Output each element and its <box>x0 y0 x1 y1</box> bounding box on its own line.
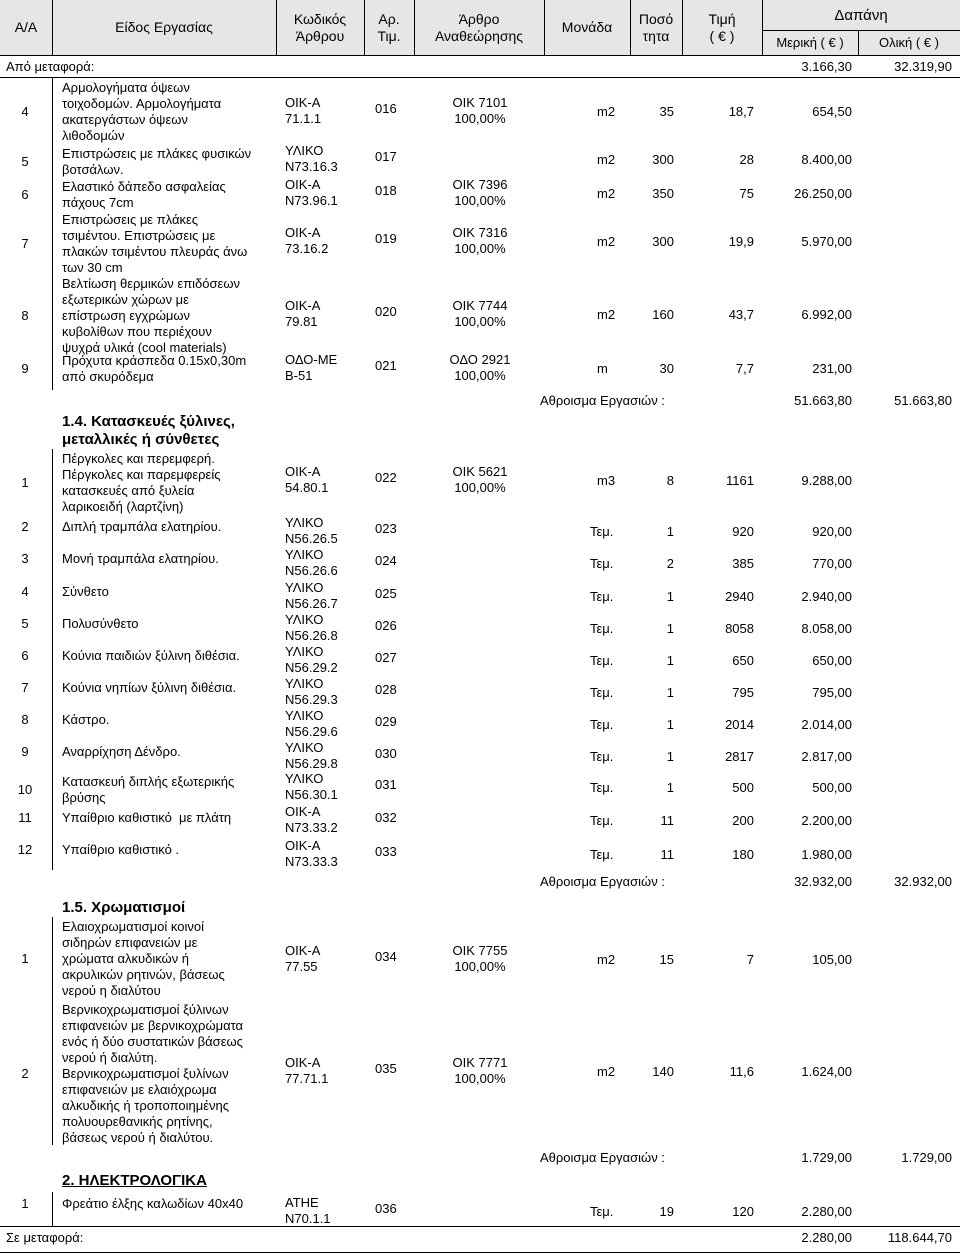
item-partial-amount: 920,00 <box>812 524 852 539</box>
item-description-line: Ελαστικό δάπεδο ασφαλείας <box>62 179 226 194</box>
item-code-line: ΟΙΚ-Α <box>285 804 321 819</box>
header-aa <box>0 0 52 55</box>
item-quantity: 11 <box>660 847 674 862</box>
item-number: 1 <box>21 951 29 966</box>
sum1-total: 51.663,80 <box>894 393 952 408</box>
item-revision-line: 100,00% <box>454 480 506 495</box>
bottom-rule <box>0 1252 960 1253</box>
item-code-line: ΥΛΙΚΟ <box>285 612 324 627</box>
item-unit-price: 2817 <box>725 749 754 764</box>
item-unit: Τεμ. <box>590 780 614 795</box>
header-partial-label: Μερική ( € ) <box>776 35 844 50</box>
item-unit-price: 920 <box>732 524 754 539</box>
item-description-line: λαρικοειδή (λαρτζίνη) <box>62 499 184 514</box>
item-code-line: Β-51 <box>285 368 313 383</box>
item-partial-amount: 654,50 <box>812 104 852 119</box>
sum3-total: 1.729,00 <box>901 1150 952 1165</box>
header-revision-line2: Αναθεώρησης <box>434 27 524 44</box>
item-code-line: ΥΛΙΚΟ <box>285 515 324 530</box>
item-code-line: Ν56.26.6 <box>285 563 338 578</box>
item-unit-price: 385 <box>732 556 754 571</box>
item-number: 8 <box>21 308 29 323</box>
item-description-line: πλακών τσιμέντου πλευράς άνω <box>62 244 248 259</box>
item-description-line: των 30 cm <box>62 260 123 275</box>
item-quantity: 140 <box>652 1064 674 1079</box>
item-revision-line: 100,00% <box>454 1071 506 1086</box>
header-code <box>276 0 364 55</box>
header-unit-label: Μονάδα <box>561 19 613 35</box>
item-number: 6 <box>21 187 29 202</box>
item-unit: m2 <box>597 1064 616 1079</box>
item-description-line: Κούνια παιδιών ξύλινη διθέσια. <box>62 648 240 663</box>
header-ar <box>364 0 414 55</box>
header-divider <box>762 30 960 31</box>
item-description-line: βοτσάλων. <box>62 162 124 177</box>
item-unit: m2 <box>597 152 616 167</box>
item-price-ref: 019 <box>375 231 397 246</box>
sum2-total: 32.932,00 <box>894 874 952 889</box>
item-partial-amount: 9.288,00 <box>801 473 852 488</box>
item-price-ref: 029 <box>375 714 397 729</box>
item-unit: Τεμ. <box>590 524 614 539</box>
item-unit: m <box>597 361 608 376</box>
header-code-line2: Άρθρου <box>295 27 345 44</box>
item-description-line: Υπαίθριο καθιστικό . <box>62 842 180 857</box>
item-quantity: 1 <box>666 524 674 539</box>
header-expense-label: Δαπάνη <box>834 6 888 24</box>
item-description-line: χρώματα αλκυδικών ή <box>62 951 190 966</box>
item-code-line: ΥΛΙΚΟ <box>285 143 324 158</box>
item-unit-price: 7,7 <box>735 361 754 376</box>
item-code-line: 54.80.1 <box>285 480 329 495</box>
item-unit-price: 180 <box>732 847 754 862</box>
item-number: 7 <box>21 236 29 251</box>
item-quantity: 1 <box>666 780 674 795</box>
section3-title: 1.5. Χρωματισμοί <box>62 899 186 916</box>
item-description-line: λιθοδομών <box>62 128 125 143</box>
item-revision-line: ΟΙΚ 7771 <box>452 1055 508 1070</box>
item-price-ref: 035 <box>375 1061 397 1076</box>
sum2-partial: 32.932,00 <box>794 874 852 889</box>
item-description-line: Πέργκολες και παρεμφερείς <box>62 467 221 482</box>
item-price-ref: 018 <box>375 183 397 198</box>
item-quantity: 1 <box>666 717 674 732</box>
sum1-partial: 51.663,80 <box>794 393 852 408</box>
item-price-ref: 017 <box>375 149 397 164</box>
item-description-line: νερού ή διαλύτη. <box>62 1050 158 1065</box>
carry-forward-total: 32.319,90 <box>894 59 952 74</box>
item-description-line: Επιστρώσεις με πλάκες φυσικών <box>62 146 252 161</box>
item-quantity: 1 <box>666 589 674 604</box>
sum3-partial: 1.729,00 <box>801 1150 852 1165</box>
item-partial-amount: 1.624,00 <box>801 1064 852 1079</box>
item-code-line: ΥΛΙΚΟ <box>285 644 324 659</box>
item-price-ref: 032 <box>375 810 397 825</box>
item-revision-line: ΟΙΚ 7101 <box>452 95 508 110</box>
item-code-line: Ν56.29.3 <box>285 692 338 707</box>
item-number: 5 <box>21 616 29 631</box>
item-price-ref: 021 <box>375 358 397 373</box>
item-number: 10 <box>17 782 33 797</box>
item-description-line: Υπαίθριο καθιστικό με πλάτη <box>62 810 232 825</box>
item-unit-price: 18,7 <box>728 104 754 119</box>
item-quantity: 1 <box>666 621 674 636</box>
item-description-line: τσιμέντου. Επιστρώσεις με <box>62 228 216 243</box>
item-code-line: 73.16.2 <box>285 241 329 256</box>
item-partial-amount: 231,00 <box>812 361 852 376</box>
item-unit: m2 <box>597 952 616 967</box>
item-code-line: ΟΔΟ-ΜΕ <box>285 352 338 367</box>
item-unit-price: 11,6 <box>729 1064 754 1079</box>
item-code-line: 71.1.1 <box>285 111 322 126</box>
item-partial-amount: 1.980,00 <box>801 847 852 862</box>
item-description-line: επιφανειών με βερνικοχρώματα <box>62 1018 244 1033</box>
column-divider <box>52 1192 53 1226</box>
item-description-line: Βερνικοχρωματισμοί ξυλίνων <box>62 1066 229 1081</box>
item-description-line: Σύνθετο <box>62 584 109 599</box>
item-code-line: ΥΛΙΚΟ <box>285 771 324 786</box>
item-price-ref: 027 <box>375 650 397 665</box>
item-code-line: Ν70.1.1 <box>285 1211 331 1226</box>
item-code-line: ΥΛΙΚΟ <box>285 676 324 691</box>
item-unit: Τεμ. <box>590 813 614 828</box>
item-code-line: ΟΙΚ-Α <box>285 1055 321 1070</box>
item-code-line: Ν56.30.1 <box>285 787 338 802</box>
item-unit: m2 <box>597 307 616 322</box>
header-total-label: Ολική ( € ) <box>879 35 939 50</box>
item-number: 11 <box>18 810 32 825</box>
header-divider <box>52 0 53 55</box>
item-number: 8 <box>21 712 29 727</box>
item-quantity: 1 <box>666 653 674 668</box>
item-code-line: ΥΛΙΚΟ <box>285 580 324 595</box>
carry-out-total: 118.644,70 <box>887 1230 952 1245</box>
item-unit: Τεμ. <box>590 1204 614 1219</box>
header-divider <box>276 0 277 55</box>
header-qty-line1: Ποσό <box>638 10 674 27</box>
sum3-label: Αθροισμα Εργασιών : <box>540 1150 665 1165</box>
item-partial-amount: 2.940,00 <box>801 589 852 604</box>
item-quantity: 1 <box>666 749 674 764</box>
item-code-line: Ν56.26.7 <box>285 596 338 611</box>
header-divider <box>630 0 631 55</box>
item-unit-price: 2014 <box>725 717 754 732</box>
section2-title-line1: 1.4. Κατασκευές ξύλινες, <box>62 413 235 430</box>
carry-out-label: Σε μεταφορά: <box>6 1230 84 1245</box>
item-description-line: τοιχοδομών. Αρμολογήματα <box>62 96 222 111</box>
carry-forward-rule <box>0 77 960 78</box>
item-description-line: Βελτίωση θερμικών επιδόσεων <box>62 276 240 291</box>
item-price-ref: 033 <box>375 844 397 859</box>
item-partial-amount: 26.250,00 <box>794 186 852 201</box>
header-ar-line1: Αρ. <box>378 10 400 27</box>
item-price-ref: 016 <box>375 101 397 116</box>
item-revision-line: 100,00% <box>454 314 506 329</box>
item-quantity: 300 <box>652 152 674 167</box>
item-code-line: Ν56.29.2 <box>285 660 338 675</box>
item-revision-line: 100,00% <box>454 959 506 974</box>
item-quantity: 8 <box>666 473 674 488</box>
section4-title: 2. ΗΛΕΚΤΡΟΛΟΓΙΚΑ <box>62 1172 207 1189</box>
item-unit: m2 <box>597 186 616 201</box>
item-partial-amount: 2.014,00 <box>801 717 852 732</box>
header-divider <box>544 0 545 55</box>
item-description-line: νερού η διαλύτου <box>62 983 161 998</box>
item-code-line: ΟΙΚ-Α <box>285 95 321 110</box>
item-quantity: 11 <box>660 813 674 828</box>
item-description-line: από σκυρόδεμα <box>62 369 154 384</box>
item-revision-line: ΟΙΚ 7396 <box>452 177 508 192</box>
column-divider <box>52 78 53 390</box>
header-price-line1: Τιμή <box>708 10 736 27</box>
item-code-line: ΟΙΚ-Α <box>285 464 321 479</box>
item-revision-line: 100,00% <box>454 111 506 126</box>
item-number: 9 <box>21 361 29 376</box>
item-price-ref: 022 <box>375 470 397 485</box>
header-qty <box>630 0 682 55</box>
item-description-line: βάσεως νερού ή διαλύτου. <box>62 1130 214 1145</box>
item-description-line: Βερνικοχρωματισμοί ξύλινων <box>62 1002 229 1017</box>
item-quantity: 15 <box>659 952 674 967</box>
item-price-ref: 036 <box>375 1201 397 1216</box>
item-code-line: ΥΛΙΚΟ <box>285 740 324 755</box>
item-description-line: Πρόχυτα κράσπεδα 0.15x0,30m <box>62 353 247 368</box>
item-description-line: Αναρρίχηση Δένδρο. <box>62 744 181 759</box>
item-number: 5 <box>21 154 29 169</box>
item-price-ref: 030 <box>375 746 397 761</box>
item-revision-line: ΟΙΚ 5621 <box>452 464 508 479</box>
item-description-line: Διπλή τραμπάλα ελατηρίου. <box>62 519 222 534</box>
item-price-ref: 031 <box>375 777 397 792</box>
item-unit-price: 2940 <box>725 589 754 604</box>
item-quantity: 350 <box>652 186 674 201</box>
header-divider <box>762 0 763 55</box>
item-description-line: επίστρωση εγχρώμων <box>62 308 191 323</box>
item-partial-amount: 770,00 <box>812 556 852 571</box>
item-unit-price: 19,9 <box>728 234 754 249</box>
item-price-ref: 028 <box>375 682 397 697</box>
item-partial-amount: 650,00 <box>812 653 852 668</box>
section2-title-line2: μεταλλικές ή σύνθετες <box>62 431 220 448</box>
item-unit: m3 <box>597 473 616 488</box>
item-description-line: εξωτερικών χώρων με <box>62 292 189 307</box>
header-aa-label: Α/Α <box>14 19 38 35</box>
header-price <box>682 0 762 55</box>
item-partial-amount: 5.970,00 <box>801 234 852 249</box>
item-quantity: 35 <box>659 104 674 119</box>
header-ar-line2: Τιμ. <box>377 27 401 44</box>
item-partial-amount: 105,00 <box>812 952 852 967</box>
item-unit: Τεμ. <box>590 717 614 732</box>
item-code-line: Ν56.26.8 <box>285 628 338 643</box>
item-unit-price: 650 <box>732 653 754 668</box>
item-code-line: Ν73.16.3 <box>285 159 338 174</box>
item-unit-price: 1161 <box>726 473 754 488</box>
item-price-ref: 025 <box>375 586 397 601</box>
item-quantity: 19 <box>659 1204 674 1219</box>
item-number: 6 <box>21 648 29 663</box>
item-description-line: ψυχρά υλικά (cool materials) <box>62 340 227 355</box>
item-code-line: ΟΙΚ-Α <box>285 177 321 192</box>
item-code-line: 77.71.1 <box>285 1071 329 1086</box>
item-unit-price: 28 <box>739 152 754 167</box>
item-code-line: ΟΙΚ-Α <box>285 943 321 958</box>
item-code-line: Ν73.33.2 <box>285 820 338 835</box>
item-partial-amount: 2.817,00 <box>801 749 852 764</box>
item-unit-price: 795 <box>732 685 754 700</box>
item-description-line: Αρμολογήματα όψεων <box>62 80 190 95</box>
item-partial-amount: 2.280,00 <box>801 1204 852 1219</box>
item-code-line: ΟΙΚ-Α <box>285 225 321 240</box>
item-code-line: Ν56.29.6 <box>285 724 338 739</box>
item-code-line: ΑΤΗΕ <box>285 1195 319 1210</box>
item-description-line: ακρυλικών ρητινών, βάσεως <box>62 967 225 982</box>
item-description-line: κατασκευές από ξυλεία <box>62 483 195 498</box>
header-work-type-label: Είδος Εργασίας <box>115 19 213 35</box>
item-description-line: πάχους 7cm <box>62 195 134 210</box>
item-unit-price: 43,7 <box>728 307 754 322</box>
item-partial-amount: 795,00 <box>812 685 852 700</box>
item-number: 2 <box>21 1066 29 1081</box>
item-revision-line: ΟΙΚ 7316 <box>452 225 508 240</box>
item-description-line: σιδηρών επιφανειών με <box>62 935 198 950</box>
sum1-label: Αθροισμα Εργασιών : <box>540 393 665 408</box>
item-quantity: 1 <box>666 685 674 700</box>
header-price-line2: ( € ) <box>709 27 735 44</box>
item-unit: Τεμ. <box>590 589 614 604</box>
item-description-line: επιφανειών με ελαιόχρωμα <box>62 1082 217 1097</box>
column-divider <box>52 449 53 870</box>
item-unit: m2 <box>597 234 616 249</box>
column-divider <box>52 917 53 1145</box>
item-description-line: Επιστρώσεις με πλάκες <box>62 212 199 227</box>
item-description-line: Πέργκολες και περεμφερή. <box>62 451 215 466</box>
item-quantity: 2 <box>666 556 674 571</box>
carry-forward-partial: 3.166,30 <box>801 59 852 74</box>
carry-out-rule <box>0 1226 960 1227</box>
item-description-line: Ελαιοχρωματισμοί κοινοί <box>62 919 204 934</box>
header-work-type <box>52 0 276 55</box>
item-code-line: ΥΛΙΚΟ <box>285 547 324 562</box>
item-description-line: βρύσης <box>62 790 106 805</box>
item-code-line: 79.81 <box>285 314 318 329</box>
item-code-line: 77.55 <box>285 959 318 974</box>
header-revision <box>414 0 544 55</box>
header-qty-line2: τητα <box>642 27 670 44</box>
item-number: 4 <box>21 104 29 119</box>
item-description-line: κυβολίθων που περιέχουν <box>62 324 212 339</box>
item-price-ref: 026 <box>375 618 397 633</box>
item-partial-amount: 6.992,00 <box>801 307 852 322</box>
carry-out-partial: 2.280,00 <box>801 1230 852 1245</box>
item-revision-line: ΟΔΟ 2921 <box>449 352 511 367</box>
item-unit: m2 <box>597 104 616 119</box>
item-partial-amount: 2.200,00 <box>801 813 852 828</box>
item-revision-line: ΟΙΚ 7755 <box>452 943 508 958</box>
header-divider <box>364 0 365 55</box>
header-partial <box>762 30 858 55</box>
item-unit: Τεμ. <box>590 556 614 571</box>
item-unit-price: 120 <box>732 1204 754 1219</box>
sum2-label: Αθροισμα Εργασιών : <box>540 874 665 889</box>
item-unit: Τεμ. <box>590 749 614 764</box>
header-unit <box>544 0 630 55</box>
item-price-ref: 024 <box>375 553 397 568</box>
item-code-line: Ν56.29.8 <box>285 756 338 771</box>
header-divider <box>858 30 859 55</box>
item-unit-price: 7 <box>746 952 754 967</box>
carry-forward-label: Από μεταφορά: <box>6 59 95 74</box>
item-revision-line: 100,00% <box>454 193 506 208</box>
item-code-line: Ν73.33.3 <box>285 854 338 869</box>
item-number: 1 <box>21 1196 29 1211</box>
item-price-ref: 034 <box>375 949 397 964</box>
item-unit: Τεμ. <box>590 685 614 700</box>
header-divider <box>682 0 683 55</box>
item-number: 2 <box>21 519 29 534</box>
item-unit-price: 500 <box>732 780 754 795</box>
item-description-line: Κατασκευή διπλής εξωτερικής <box>62 774 235 789</box>
item-code-line: Ν73.96.1 <box>285 193 338 208</box>
item-description-line: Κάστρο. <box>62 712 110 727</box>
item-code-line: ΟΙΚ-Α <box>285 838 321 853</box>
item-unit-price: 75 <box>739 186 754 201</box>
header-revision-line1: Άρθρο <box>458 10 500 27</box>
item-partial-amount: 500,00 <box>812 780 852 795</box>
item-code-line: ΥΛΙΚΟ <box>285 708 324 723</box>
header-divider <box>414 0 415 55</box>
item-description-line: ενός ή δύο συστατικών βάσεως <box>62 1034 243 1049</box>
item-unit: Τεμ. <box>590 621 614 636</box>
item-price-ref: 023 <box>375 521 397 536</box>
header-code-line1: Κωδικός <box>293 10 347 27</box>
item-number: 7 <box>21 680 29 695</box>
item-unit: Τεμ. <box>590 653 614 668</box>
item-description-line: Κούνια νηπίων ξύλινη διθέσια. <box>62 680 237 695</box>
item-partial-amount: 8.058,00 <box>801 621 852 636</box>
item-description-line: Πολυσύνθετο <box>62 616 139 631</box>
item-description-line: Μονή τραμπάλα ελατηρίου. <box>62 551 219 566</box>
item-number: 9 <box>21 744 29 759</box>
item-code-line: Ν56.26.5 <box>285 531 338 546</box>
item-description-line: ακατεργάστων όψεων <box>62 112 188 127</box>
item-number: 12 <box>17 842 33 857</box>
item-number: 3 <box>21 551 29 566</box>
item-description-line: αλκυδικής ή τροποποιημένης <box>62 1098 230 1113</box>
item-unit: Τεμ. <box>590 847 614 862</box>
item-revision-line: 100,00% <box>454 368 506 383</box>
item-description-line: πολυουρεθανικής ρητίνης, <box>62 1114 213 1129</box>
item-number: 1 <box>21 475 29 490</box>
item-revision-line: 100,00% <box>454 241 506 256</box>
item-quantity: 300 <box>652 234 674 249</box>
item-description-line: Φρεάτιο έλξης καλωδίων 40x40 <box>62 1196 244 1211</box>
item-price-ref: 020 <box>375 304 397 319</box>
item-quantity: 30 <box>659 361 674 376</box>
item-number: 4 <box>21 584 29 599</box>
header-expense <box>762 0 960 30</box>
item-code-line: ΟΙΚ-Α <box>285 298 321 313</box>
header-total <box>858 30 960 55</box>
item-unit-price: 8058 <box>725 621 754 636</box>
item-revision-line: ΟΙΚ 7744 <box>452 298 508 313</box>
item-quantity: 160 <box>652 307 674 322</box>
item-partial-amount: 8.400,00 <box>801 152 852 167</box>
item-unit-price: 200 <box>732 813 754 828</box>
